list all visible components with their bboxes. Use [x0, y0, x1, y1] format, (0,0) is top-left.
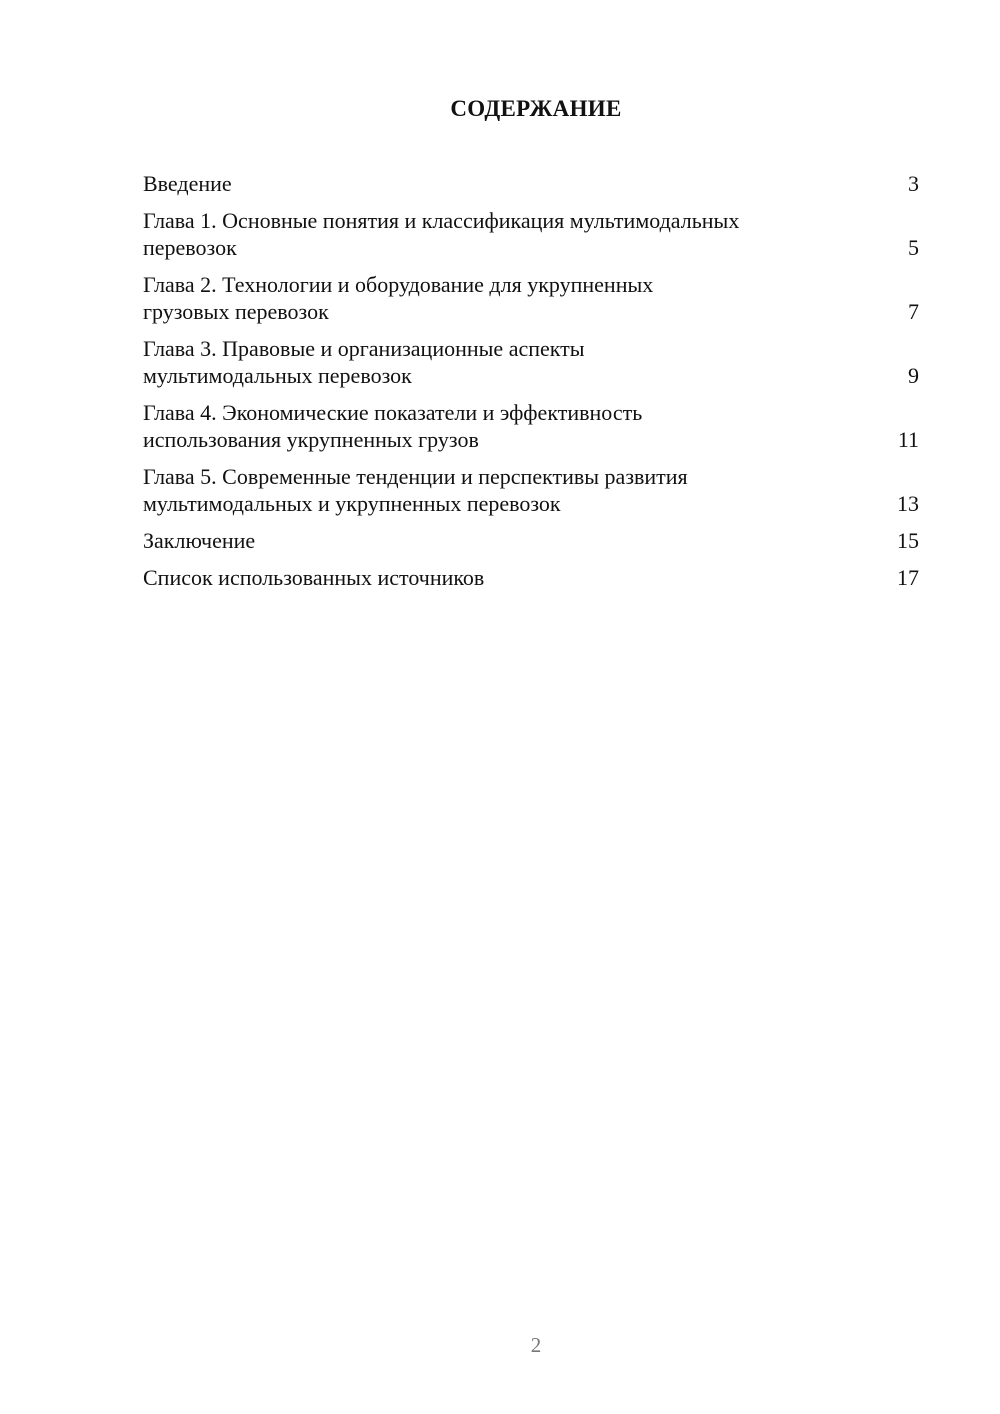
toc-entry-line: мультимодальных перевозок — [143, 363, 412, 388]
toc-entry-page: 7 — [908, 299, 919, 324]
toc-entry-introduction — [143, 170, 919, 197]
toc-entry-line: использования укрупненных грузов — [143, 427, 479, 452]
toc-entry-text — [143, 335, 889, 389]
toc-entry-page: 9 — [908, 363, 919, 388]
toc-entry-chapter-4 — [143, 399, 919, 453]
toc-entry-text — [143, 527, 889, 554]
toc-entry-chapter-2 — [143, 271, 919, 325]
toc-entry-references — [143, 564, 919, 591]
table-of-contents — [143, 170, 919, 601]
toc-entry-line: Глава 5. Современные тенденции и перспективы развития — [143, 464, 688, 489]
toc-entry-line: Глава 3. Правовые и организационные аспекты — [143, 336, 585, 361]
toc-entry-chapter-3 — [143, 335, 919, 389]
page-number: 2 — [530, 1333, 542, 1357]
toc-entry-chapter-1 — [143, 207, 919, 261]
toc-entry-text — [143, 399, 889, 453]
toc-entry-line: мультимодальных и укрупненных перевозок — [143, 491, 561, 516]
toc-entry-page: 13 — [897, 491, 919, 516]
toc-entry-text — [143, 564, 889, 591]
toc-entry-line: Введение — [143, 171, 232, 196]
toc-entry-text — [143, 271, 889, 325]
toc-entry-line: Глава 2. Технологии и оборудование для укрупненных — [143, 272, 654, 297]
toc-entry-line: Глава 1. Основные понятия и классификация мультимодальных — [143, 208, 740, 233]
toc-entry-page: 5 — [908, 235, 919, 260]
toc-entry-page: 11 — [897, 427, 919, 452]
toc-entry-page: 17 — [897, 565, 919, 590]
toc-entry-text — [143, 463, 889, 517]
toc-entry-text — [143, 170, 889, 197]
toc-entry-line: Заключение — [143, 528, 256, 553]
toc-entry-page: 3 — [908, 171, 919, 196]
toc-entry-line: перевозок — [143, 235, 237, 260]
toc-entry-line: Глава 4. Экономические показатели и эффективность — [143, 400, 643, 425]
toc-entry-line: грузовых перевозок — [143, 299, 329, 324]
toc-title: СОДЕРЖАНИЕ — [450, 96, 622, 121]
toc-entry-chapter-5 — [143, 463, 919, 517]
toc-entry-line: Список использованных источников — [143, 565, 485, 590]
toc-entry-text — [143, 207, 889, 261]
toc-entry-page: 15 — [897, 528, 919, 553]
toc-entry-conclusion — [143, 527, 919, 554]
